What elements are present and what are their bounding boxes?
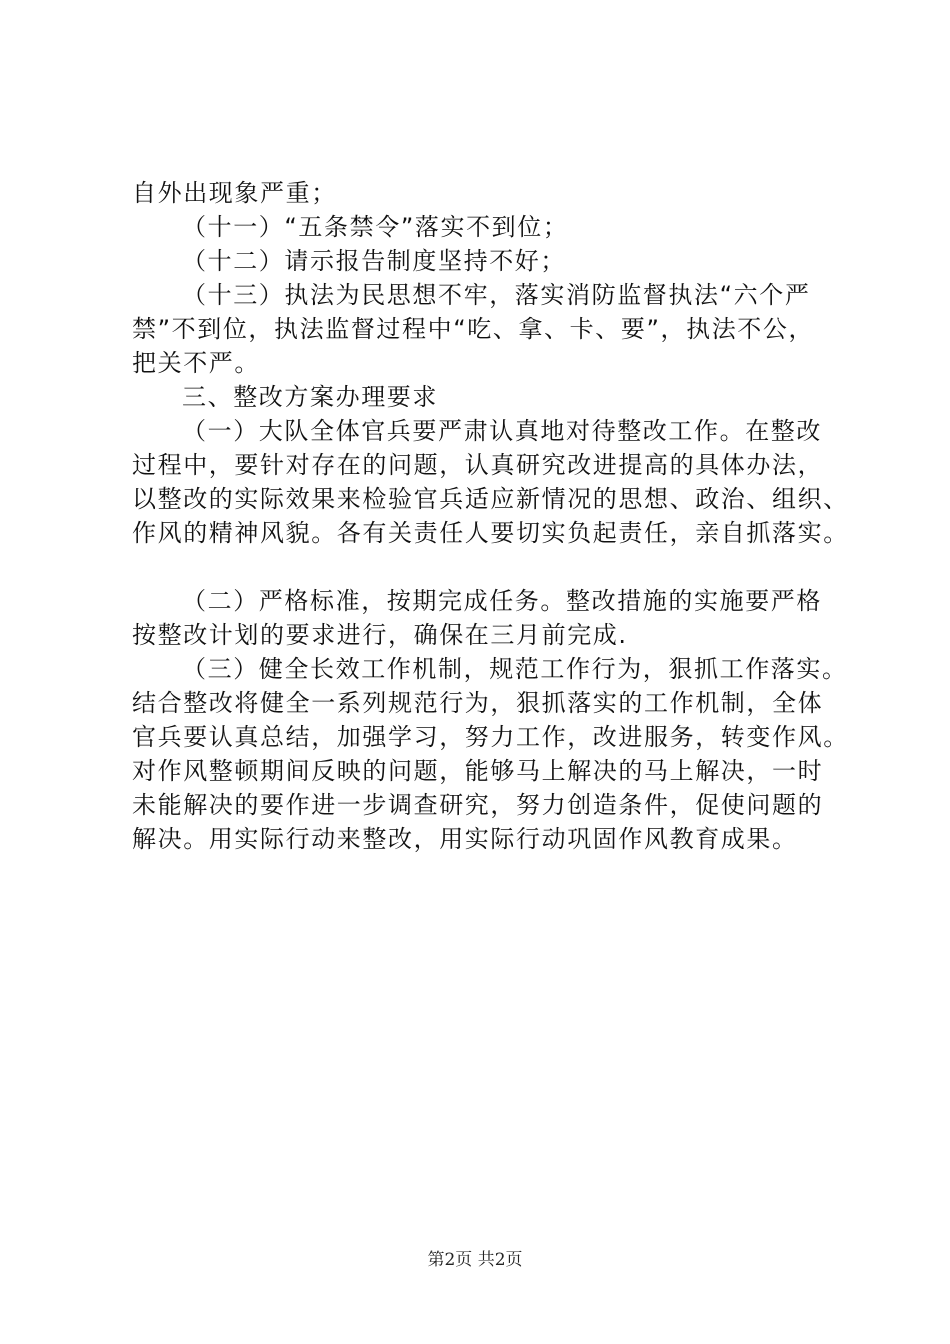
text-line: 禁”不到位，执法监督过程中“吃、拿、卡、要”，执法不公， xyxy=(132,315,815,343)
text-line: （十二）请示报告制度坚持不好； xyxy=(182,247,566,275)
text-line: （十一）“五条禁令”落实不到位； xyxy=(182,213,569,241)
text-line: 以整改的实际效果来检验官兵适应新情况的思想、政治、组织、 xyxy=(132,485,849,513)
text-line: 未能解决的要作进一步调查研究，努力创造条件，促使问题的 xyxy=(132,791,824,819)
text-line: （十三）执法为民思想不牢，落实消防监督执法“六个严 xyxy=(182,281,811,309)
text-line: 过程中，要针对存在的问题，认真研究改进提高的具体办法， xyxy=(132,451,824,479)
document-body xyxy=(132,176,852,856)
text-line: 按整改计划的要求进行，确保在三月前完成. xyxy=(132,621,628,649)
section-heading: 三、整改方案办理要求 xyxy=(182,383,438,411)
text-line: 自外出现象严重； xyxy=(132,179,337,207)
blank-line xyxy=(132,550,852,584)
text-line: 对作风整顿期间反映的问题，能够马上解决的马上解决，一时 xyxy=(132,757,824,785)
page-number-footer: 第2页 共2页 xyxy=(427,1250,523,1270)
text-line: 结合整改将健全一系列规范行为，狠抓落实的工作机制，全体 xyxy=(132,689,824,717)
text-line: 把关不严。 xyxy=(132,349,260,377)
text-line: （一）大队全体官兵要严肃认真地对待整改工作。在整改 xyxy=(182,417,822,445)
text-line: （二）严格标准，按期完成任务。整改措施的实施要严格 xyxy=(182,587,822,615)
text-line: 官兵要认真总结，加强学习，努力工作，改进服务，转变作风。 xyxy=(132,723,849,751)
text-line: 作风的精神风貌。各有关责任人要切实负起责任，亲自抓落实。 xyxy=(132,519,849,547)
text-line: 解决。用实际行动来整改，用实际行动巩固作风教育成果。 xyxy=(132,825,798,853)
text-line: （三）健全长效工作机制，规范工作行为，狠抓工作落实。 xyxy=(182,655,848,683)
